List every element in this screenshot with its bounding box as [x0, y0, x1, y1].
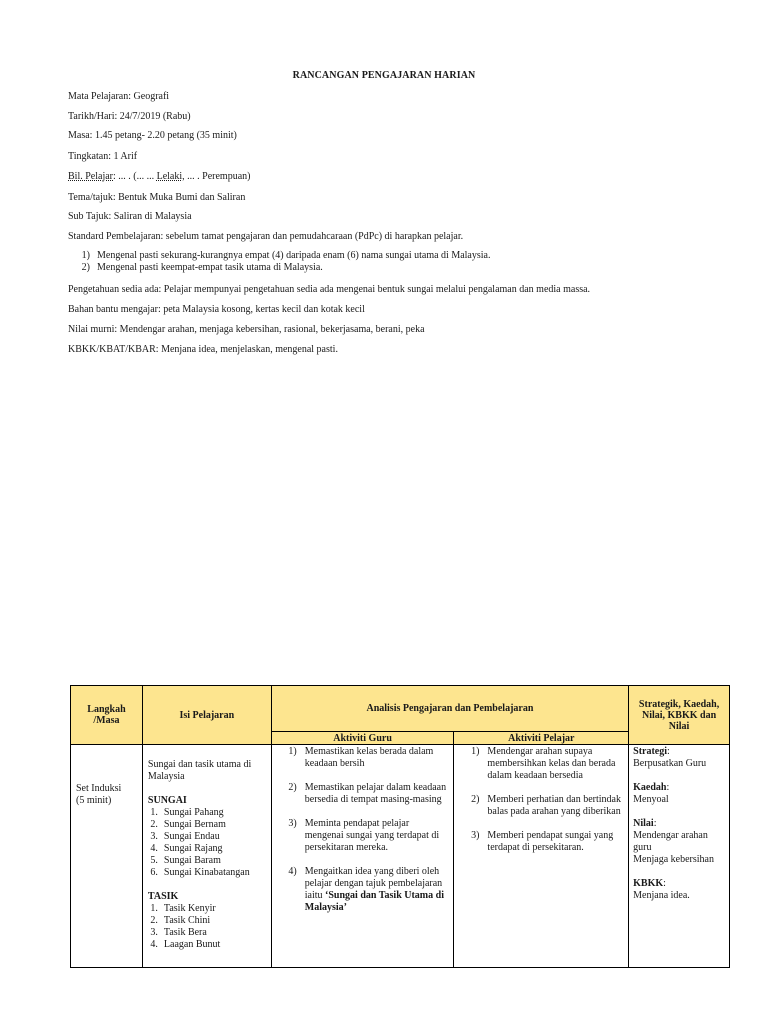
step-cell [71, 745, 143, 968]
list-item: 3. Sungai Endau [150, 831, 220, 842]
header-step: Langkah /Masa [71, 686, 143, 745]
strategy-label: Strategi [633, 746, 668, 757]
students-rest: : ... . (... ... [113, 171, 157, 182]
list-item: 2) Memastikan pelajar dalam keadaan bersedia di tempat masing-masing [288, 782, 447, 805]
list-item: 3) Meminta pendapat pelajar mengenai sungai yang terdapat di persekitaran mereka. [288, 818, 440, 853]
students-end: , ... . Perempuan) [182, 171, 251, 182]
form-field: Tingkatan: 1 Arif [68, 151, 138, 162]
header-strategy: Strategik, Kaedah, Nilai, KBKK dan Nilai [629, 686, 730, 745]
header-content: Isi Pelajaran [142, 686, 271, 745]
list-item: 1. Sungai Pahang [150, 807, 224, 818]
subject-field: Mata Pelajaran: Geografi [68, 91, 170, 102]
date-field: Tarikh/Hari: 24/7/2019 (Rabu) [68, 111, 191, 122]
kbkk-label: KBKK [633, 878, 664, 889]
content-cell [142, 745, 271, 968]
kbkk-block: KBKK: Menjana idea. [633, 878, 725, 902]
lakes-list [148, 903, 267, 951]
prior-knowledge-field: Pengetahuan sedia ada: Pelajar mempunyai pengetahuan sedia ada mengenai bentuk sungai melalui pengalaman dan media massa. [68, 284, 591, 295]
list-item: 3. Tasik Bera [150, 927, 207, 938]
method-value: Menyoal [633, 794, 669, 805]
rivers-list [148, 807, 267, 879]
value-line: Menjaga kebersihan [633, 854, 714, 865]
table-row [71, 745, 730, 968]
list-item: 5. Sungai Baram [150, 855, 221, 866]
step-name: Set Induksi [76, 783, 122, 794]
value-block: Nilai: Mendengar arahan guru Menjaga kebersihan [633, 818, 725, 866]
list-item: 2) Memberi perhatian dan bertindak balas pada arahan yang diberikan [471, 794, 621, 817]
strategy-value: Berpusatkan Guru [633, 758, 707, 769]
theme-field: Tema/tajuk: Bentuk Muka Bumi dan Saliran [68, 192, 246, 203]
rivers-heading: SUNGAI [147, 795, 187, 806]
list-item: 2. Sungai Bernam [150, 819, 226, 830]
method-block: Kaedah: Menyoal [633, 782, 725, 806]
list-item: 4) Mengaitkan idea yang diberi oleh pelajar dengan tajuk pembelajaran iaitu ‘Sungai dan Tasik Utama di Malaysia’ [288, 866, 444, 913]
student-activity-cell [454, 745, 629, 968]
list-item: 3) Memberi pendapat sungai yang terdapat di persekitaran. [471, 830, 614, 853]
kbkk-field: KBKK/KBAT/KBAR: Menjana idea, menjelaskan, mengenal pasti. [68, 344, 338, 355]
students-label: Bil. Pelajar [68, 171, 113, 182]
list-item: 1) Mengenal pasti sekurang-kurangnya empat (4) daripada enam (6) nama sungai utama di Malaysia. [81, 250, 491, 261]
list-item: 6. Sungai Kinabatangan [150, 867, 250, 878]
list-item: 1. Tasik Kenyir [150, 903, 216, 914]
list-item: 4. Laagan Bunut [150, 939, 221, 950]
student-steps-list [459, 746, 624, 854]
list-item: 2. Tasik Chini [150, 915, 211, 926]
lesson-table [70, 685, 730, 968]
values-field: Nilai murni: Mendengar arahan, menjaga kebersihan, rasional, bekerjasama, berani, peka [68, 324, 425, 335]
list-item: 2) Mengenal pasti keempat-empat tasik utama di Malaysia. [81, 262, 323, 273]
content-intro: Sungai dan tasik utama di Malaysia [147, 759, 252, 782]
subtopic-field: Sub Tajuk: Saliran di Malaysia [68, 211, 192, 222]
teacher-steps-list [277, 746, 450, 914]
header-student-activity: Aktiviti Pelajar [454, 732, 629, 745]
lakes-heading: TASIK [147, 891, 179, 902]
header-teacher-activity: Aktiviti Guru [271, 732, 454, 745]
document-title: RANCANGAN PENGAJARAN HARIAN [292, 70, 476, 81]
value-label: Nilai [633, 818, 654, 829]
time-field: Masa: 1.45 petang- 2.20 petang (35 minit) [68, 130, 237, 141]
materials-field: Bahan bantu mengajar: peta Malaysia kosong, kertas kecil dan kotak kecil [68, 304, 365, 315]
list-item: 1) Mendengar arahan supaya membersihkan kelas dan berada dalam keadaan bersedia [471, 746, 616, 781]
list-item: 1) Memastikan kelas berada dalam keadaan bersih [288, 746, 434, 769]
learning-outcomes-list [68, 250, 490, 274]
header-analysis: Analisis Pengajaran dan Pembelajaran [271, 686, 628, 732]
strategy-cell [629, 745, 730, 968]
students-male: Lelaki [156, 171, 183, 182]
method-label: Kaedah [633, 782, 667, 793]
step-duration: (5 minit) [76, 795, 112, 806]
learning-standard-field: Standard Pembelajaran: sebelum tamat pengajaran dan pemudahcaraan (PdPc) di harapkan pelajar. [68, 231, 464, 242]
strategy-block: Strategi: Berpusatkan Guru [633, 746, 725, 770]
value-line: Mendengar arahan guru [633, 830, 708, 853]
students-field [68, 171, 250, 182]
teacher-activity-cell [271, 745, 454, 968]
kbkk-value: Menjana idea. [633, 890, 690, 901]
list-item: 4. Sungai Rajang [150, 843, 223, 854]
